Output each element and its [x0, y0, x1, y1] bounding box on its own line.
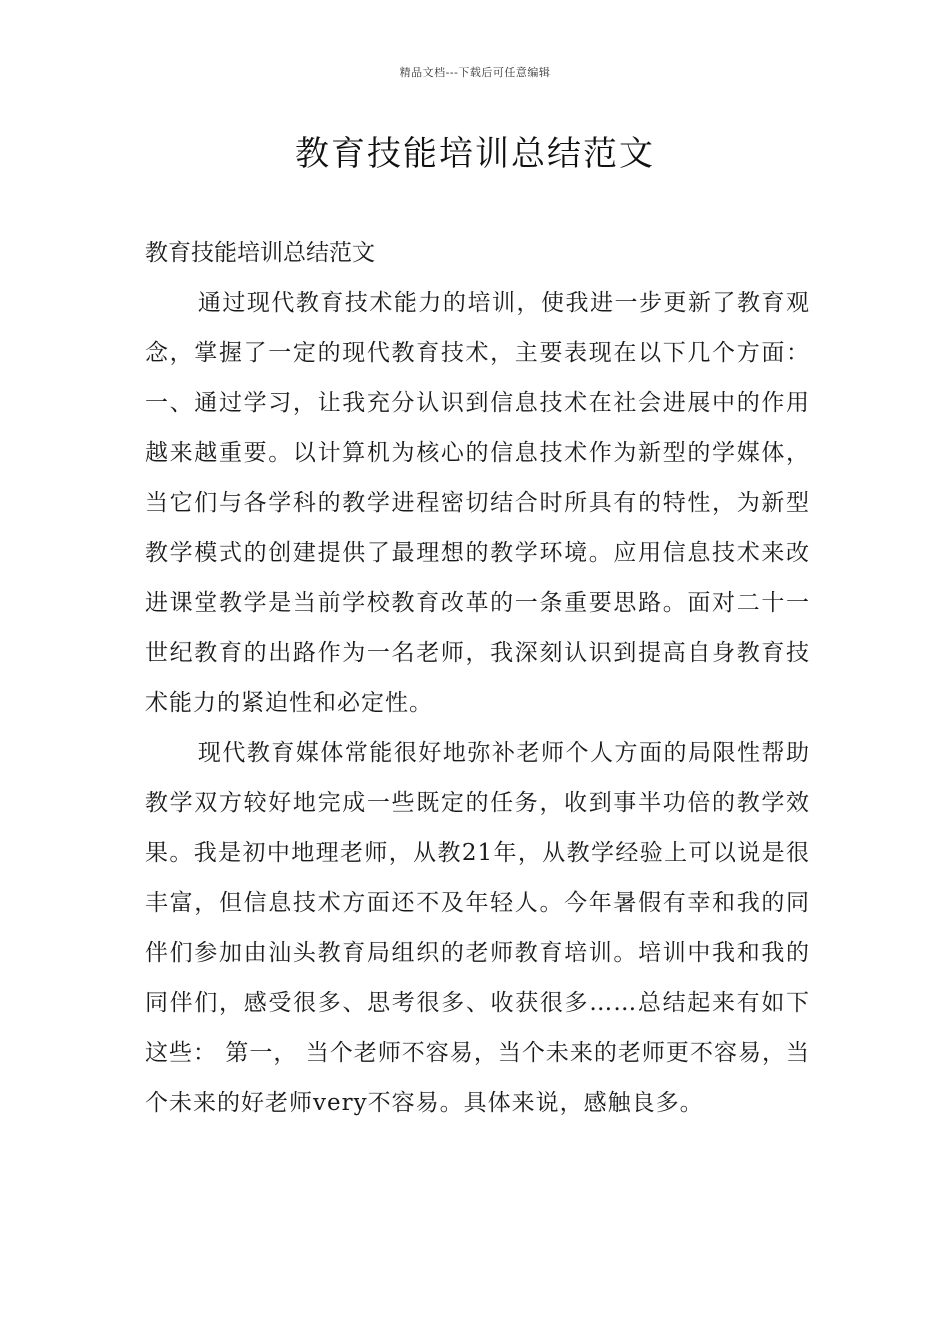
document-subtitle: 教育技能培训总结范文	[145, 240, 375, 266]
document-body	[145, 228, 810, 1128]
document-title: 教育技能培训总结范文	[295, 134, 655, 174]
header-note: 精品文档---下载后可任意编辑	[399, 66, 551, 79]
paragraph-2: 现代教育媒体常能很好地弥补老师个人方面的局限性帮助教学双方较好地完成一些既定的任务，收到事半功倍的教学效果。我是初中地理老师，从教21年，从教学经验上可以说是很丰富，但信息技术方面还不及年轻人。今年暑假有幸和我的同伴们参加由汕头教育局组织的老师教育培训。培训中我和我的同伴们，感受很多、思考很多、收获很多……总结起来有如下这些： 第一， 当个老师不容易，当个未来的老师更不容易，当个未来的好老师very不容易。具体来说，感触良多。	[145, 740, 810, 1116]
paragraph-1: 通过现代教育技术能力的培训，使我进一步更新了教育观念，掌握了一定的现代教育技术，主要表现在以下几个方面：一、通过学习，让我充分认识到信息技术在社会进展中的作用越来越重要。以计算机为核心的信息技术作为新型的学媒体，当它们与各学科的教学进程密切结合时所具有的特性，为新型教学模式的创建提供了最理想的教学环境。应用信息技术来改进课堂教学是当前学校教育改革的一条重要思路。面对二十一世纪教育的出路作为一名老师，我深刻认识到提高自身教育技术能力的紧迫性和必定性。	[145, 290, 810, 716]
